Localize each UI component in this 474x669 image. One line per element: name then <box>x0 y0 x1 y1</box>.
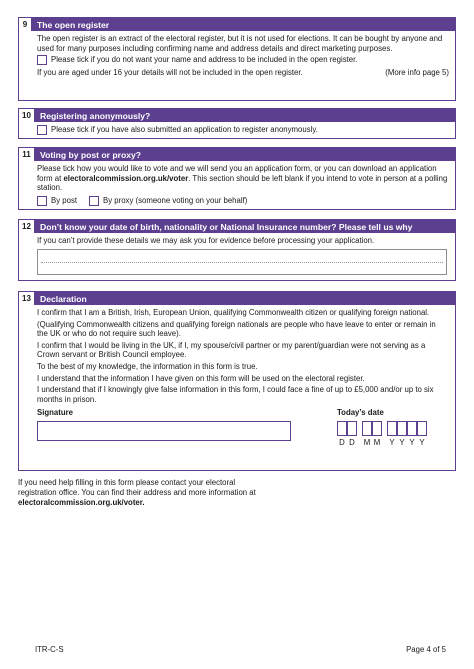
date-year-digit[interactable] <box>397 421 407 436</box>
section-title: Declaration <box>40 293 87 304</box>
declaration-line: I confirm that I would be living in the UK, if I, my spouse/civil partner or my parent/guardian were not serving as a Crown servant or British Council employee. <box>37 340 426 360</box>
electoral-commission-link[interactable]: electoralcommission.org.uk/voter <box>63 173 189 183</box>
section-declaration <box>18 291 456 471</box>
by-post-checkbox[interactable] <box>37 196 47 206</box>
date-year-digit[interactable] <box>387 421 397 436</box>
section-header <box>19 148 455 161</box>
date-format-labels <box>337 438 447 448</box>
help-link[interactable]: electoralcommission.org.uk/voter. <box>18 497 145 507</box>
anonymous-checkbox[interactable] <box>37 125 47 135</box>
section-title: Don’t know your date of birth, nationality or National Insurance number? Please tell us why <box>40 221 413 232</box>
by-proxy-checkbox[interactable] <box>89 196 99 206</box>
section-title: Voting by post or proxy? <box>40 149 142 160</box>
by-proxy-label: By proxy (someone voting on your behalf) <box>103 195 248 205</box>
signature-label: Signature <box>37 408 73 418</box>
date-format-letter: Y <box>399 437 405 447</box>
date-year-digit[interactable] <box>407 421 417 436</box>
declaration-line: I confirm that I am a British, Irish, European Union, qualifying Commonwealth citizen or qualifying foreign national. <box>37 308 430 317</box>
section-header <box>19 18 455 31</box>
date-month-digit[interactable] <box>372 421 382 436</box>
by-post-label: By post <box>51 195 78 205</box>
date-day-digit[interactable] <box>347 421 357 436</box>
anonymous-checkbox-label: Please tick if you have also submitted an application to register anonymously. <box>51 125 318 135</box>
date-day-digit[interactable] <box>337 421 347 436</box>
open-register-optout-checkbox[interactable] <box>37 55 47 65</box>
date-format-letter: D <box>339 437 345 447</box>
section-postal-proxy <box>18 147 456 210</box>
help-text: If you need help filling in this form please contact your electoral registration office. You can find their address and more information at electoralcommission.org.uk/voter. <box>18 478 256 507</box>
more-info-link[interactable]: (More info page 5) <box>385 68 449 78</box>
section-title: Registering anonymously? <box>40 110 151 121</box>
missing-details-description: If you can’t provide these details we may ask you for evidence before processing your application. <box>37 236 375 245</box>
declaration-line: (Qualifying Commonwealth citizens and qualifying foreign nationals are people who have leave to enter or remain in the UK or who do not require such leave). <box>37 319 436 339</box>
signature-field[interactable] <box>37 421 291 441</box>
section-number: 9 <box>19 18 32 31</box>
section-title: The open register <box>37 19 110 30</box>
date-format-letter: D <box>349 437 355 447</box>
postal-proxy-description: Please tick how you would like to vote and we will send you an application form, or you can download an application form at electoralcommission.org.uk/voter. This section should be left blank if you intend to vote in person at a polling station. <box>37 164 448 193</box>
section-number: 11 <box>19 148 35 161</box>
section-number: 10 <box>19 109 35 122</box>
missing-details-reason-field[interactable] <box>37 249 447 275</box>
section-header <box>19 109 455 122</box>
date-format-letter: M <box>373 437 381 447</box>
date-format-letter: Y <box>419 437 425 447</box>
date-format-letter: Y <box>389 437 395 447</box>
declaration-line: I understand that if I knowingly give false information in this form, I could face a fine of up to £5,000 and/or up to six months in prison. <box>37 385 434 404</box>
section-number: 12 <box>19 220 35 233</box>
section-missing-details <box>18 219 456 281</box>
date-month-digit[interactable] <box>362 421 372 436</box>
form-id: ITR-C-S <box>35 645 64 654</box>
todays-date-label: Today’s date <box>337 408 384 418</box>
date-input <box>337 421 447 436</box>
page-number: Page 4 of 5 <box>406 645 446 654</box>
date-year-digit[interactable] <box>417 421 427 436</box>
open-register-optout-label: Please tick if you do not want your name and address to be included in the open register. <box>51 55 358 65</box>
declaration-line: To the best of my knowledge, the information in this form is true. <box>37 361 258 371</box>
section-header <box>19 292 455 305</box>
section-header <box>19 220 455 233</box>
declaration-line: I understand that the information I have given on this form will be used on the electoral register. <box>37 373 365 383</box>
date-format-letter: Y <box>409 437 415 447</box>
section-number: 13 <box>19 292 35 305</box>
section-anonymous <box>18 108 456 139</box>
section-open-register <box>18 17 456 101</box>
date-format-letter: M <box>363 437 371 447</box>
under-16-note: If you are aged under 16 your details will not be included in the open register. <box>37 68 303 78</box>
open-register-description: The open register is an extract of the electoral register, but it is not used for elections. It can be bought by anyone and used for many purposes including confirming name and address details and direct marketing purposes. <box>37 34 443 53</box>
